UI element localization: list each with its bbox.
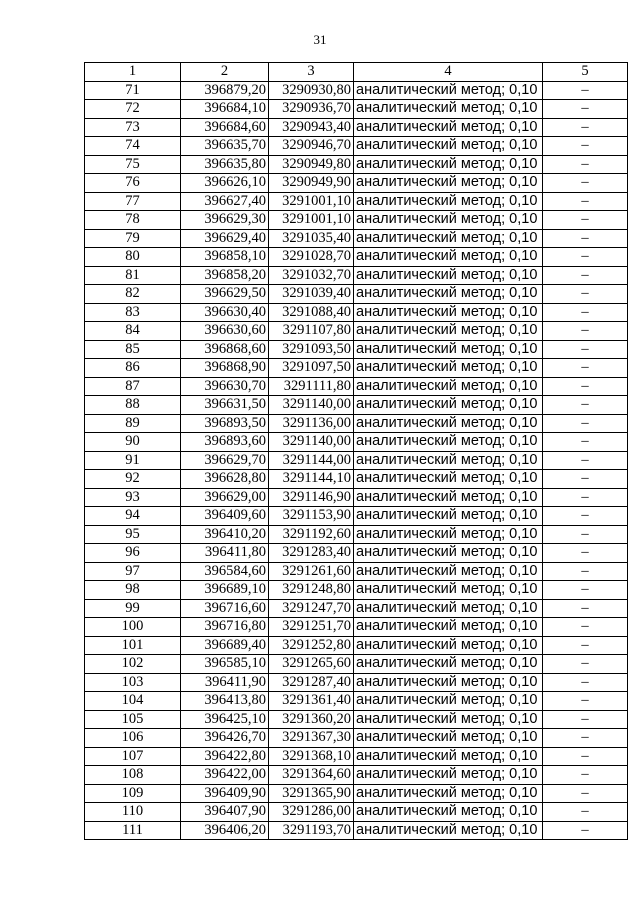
method-cell: аналитический метод; 0,10: [354, 784, 543, 803]
note-cell: –: [543, 784, 628, 803]
point-number-cell: 75: [85, 155, 181, 174]
method-cell: аналитический метод; 0,10: [354, 155, 543, 174]
x-coordinate-cell: 396425,10: [181, 710, 269, 729]
note-cell: –: [543, 396, 628, 415]
x-coordinate-cell: 396629,70: [181, 451, 269, 470]
x-coordinate-cell: 396716,80: [181, 618, 269, 637]
note-cell: –: [543, 303, 628, 322]
y-coordinate-cell: 3291097,50: [269, 359, 354, 378]
point-number-cell: 103: [85, 673, 181, 692]
method-cell: аналитический метод; 0,10: [354, 470, 543, 489]
y-coordinate-cell: 3291146,90: [269, 488, 354, 507]
y-coordinate-cell: 3291286,00: [269, 803, 354, 822]
table-row: [85, 507, 628, 526]
y-coordinate-cell: 3291039,40: [269, 285, 354, 304]
y-coordinate-cell: 3291247,70: [269, 599, 354, 618]
y-coordinate-cell: 3291367,30: [269, 729, 354, 748]
table-body: [85, 81, 628, 840]
point-number-cell: 86: [85, 359, 181, 378]
method-cell: аналитический метод; 0,10: [354, 581, 543, 600]
table-row: [85, 803, 628, 822]
point-number-cell: 76: [85, 174, 181, 193]
point-number-cell: 93: [85, 488, 181, 507]
y-coordinate-cell: 3291368,10: [269, 747, 354, 766]
y-coordinate-cell: 3291365,90: [269, 784, 354, 803]
method-cell: аналитический метод; 0,10: [354, 100, 543, 119]
note-cell: –: [543, 229, 628, 248]
y-coordinate-cell: 3291088,40: [269, 303, 354, 322]
point-number-cell: 89: [85, 414, 181, 433]
column-header: 2: [181, 63, 269, 82]
note-cell: –: [543, 803, 628, 822]
point-number-cell: 87: [85, 377, 181, 396]
note-cell: –: [543, 470, 628, 489]
note-cell: –: [543, 692, 628, 711]
method-cell: аналитический метод; 0,10: [354, 340, 543, 359]
point-number-cell: 109: [85, 784, 181, 803]
table-row: [85, 414, 628, 433]
point-number-cell: 84: [85, 322, 181, 341]
y-coordinate-cell: 3291144,00: [269, 451, 354, 470]
method-cell: аналитический метод; 0,10: [354, 211, 543, 230]
method-cell: аналитический метод; 0,10: [354, 747, 543, 766]
method-cell: аналитический метод; 0,10: [354, 562, 543, 581]
note-cell: –: [543, 155, 628, 174]
point-number-cell: 91: [85, 451, 181, 470]
x-coordinate-cell: 396627,40: [181, 192, 269, 211]
x-coordinate-cell: 396635,80: [181, 155, 269, 174]
y-coordinate-cell: 3291001,10: [269, 192, 354, 211]
point-number-cell: 74: [85, 137, 181, 156]
point-number-cell: 71: [85, 81, 181, 100]
table-row: [85, 229, 628, 248]
y-coordinate-cell: 3291140,00: [269, 433, 354, 452]
y-coordinate-cell: 3291364,60: [269, 766, 354, 785]
table-row: [85, 303, 628, 322]
table-row: [85, 488, 628, 507]
method-cell: аналитический метод; 0,10: [354, 618, 543, 637]
method-cell: аналитический метод; 0,10: [354, 414, 543, 433]
method-cell: аналитический метод; 0,10: [354, 248, 543, 267]
table-row: [85, 618, 628, 637]
note-cell: –: [543, 710, 628, 729]
note-cell: –: [543, 525, 628, 544]
table-row: [85, 174, 628, 193]
point-number-cell: 98: [85, 581, 181, 600]
method-cell: аналитический метод; 0,10: [354, 396, 543, 415]
x-coordinate-cell: 396629,40: [181, 229, 269, 248]
note-cell: –: [543, 618, 628, 637]
method-cell: аналитический метод; 0,10: [354, 81, 543, 100]
table-row: [85, 359, 628, 378]
y-coordinate-cell: 3290930,80: [269, 81, 354, 100]
point-number-cell: 72: [85, 100, 181, 119]
y-coordinate-cell: 3291192,60: [269, 525, 354, 544]
table-row: [85, 673, 628, 692]
y-coordinate-cell: 3291035,40: [269, 229, 354, 248]
note-cell: –: [543, 433, 628, 452]
point-number-cell: 102: [85, 655, 181, 674]
point-number-cell: 90: [85, 433, 181, 452]
note-cell: –: [543, 100, 628, 119]
x-coordinate-cell: 396689,10: [181, 581, 269, 600]
table-row: [85, 211, 628, 230]
x-coordinate-cell: 396426,70: [181, 729, 269, 748]
table-row: [85, 137, 628, 156]
y-coordinate-cell: 3291265,60: [269, 655, 354, 674]
method-cell: аналитический метод; 0,10: [354, 451, 543, 470]
point-number-cell: 107: [85, 747, 181, 766]
point-number-cell: 79: [85, 229, 181, 248]
note-cell: –: [543, 636, 628, 655]
point-number-cell: 82: [85, 285, 181, 304]
y-coordinate-cell: 3291001,10: [269, 211, 354, 230]
method-cell: аналитический метод; 0,10: [354, 118, 543, 137]
point-number-cell: 104: [85, 692, 181, 711]
table-row: [85, 562, 628, 581]
x-coordinate-cell: 396411,80: [181, 544, 269, 563]
note-cell: –: [543, 118, 628, 137]
y-coordinate-cell: 3290936,70: [269, 100, 354, 119]
method-cell: аналитический метод; 0,10: [354, 285, 543, 304]
method-cell: аналитический метод; 0,10: [354, 710, 543, 729]
table-row: [85, 322, 628, 341]
coordinates-table: [84, 62, 628, 840]
y-coordinate-cell: 3291028,70: [269, 248, 354, 267]
y-coordinate-cell: 3291107,80: [269, 322, 354, 341]
note-cell: –: [543, 285, 628, 304]
note-cell: –: [543, 322, 628, 341]
method-cell: аналитический метод; 0,10: [354, 803, 543, 822]
method-cell: аналитический метод; 0,10: [354, 525, 543, 544]
method-cell: аналитический метод; 0,10: [354, 729, 543, 748]
x-coordinate-cell: 396858,20: [181, 266, 269, 285]
x-coordinate-cell: 396407,90: [181, 803, 269, 822]
y-coordinate-cell: 3291153,90: [269, 507, 354, 526]
x-coordinate-cell: 396630,40: [181, 303, 269, 322]
table-row: [85, 821, 628, 840]
method-cell: аналитический метод; 0,10: [354, 229, 543, 248]
method-cell: аналитический метод; 0,10: [354, 692, 543, 711]
point-number-cell: 106: [85, 729, 181, 748]
table-row: [85, 599, 628, 618]
column-header: 1: [85, 63, 181, 82]
point-number-cell: 110: [85, 803, 181, 822]
table-row: [85, 81, 628, 100]
method-cell: аналитический метод; 0,10: [354, 174, 543, 193]
method-cell: аналитический метод; 0,10: [354, 488, 543, 507]
column-header: 3: [269, 63, 354, 82]
x-coordinate-cell: 396631,50: [181, 396, 269, 415]
point-number-cell: 96: [85, 544, 181, 563]
column-header: 5: [543, 63, 628, 82]
point-number-cell: 108: [85, 766, 181, 785]
x-coordinate-cell: 396684,10: [181, 100, 269, 119]
table-row: [85, 655, 628, 674]
y-coordinate-cell: 3291361,40: [269, 692, 354, 711]
method-cell: аналитический метод; 0,10: [354, 192, 543, 211]
x-coordinate-cell: 396629,30: [181, 211, 269, 230]
note-cell: –: [543, 766, 628, 785]
y-coordinate-cell: 3291193,70: [269, 821, 354, 840]
method-cell: аналитический метод; 0,10: [354, 303, 543, 322]
y-coordinate-cell: 3291251,70: [269, 618, 354, 637]
table-row: [85, 118, 628, 137]
table-row: [85, 377, 628, 396]
method-cell: аналитический метод; 0,10: [354, 266, 543, 285]
note-cell: –: [543, 507, 628, 526]
note-cell: –: [543, 359, 628, 378]
point-number-cell: 88: [85, 396, 181, 415]
x-coordinate-cell: 396629,50: [181, 285, 269, 304]
x-coordinate-cell: 396630,70: [181, 377, 269, 396]
y-coordinate-cell: 3291093,50: [269, 340, 354, 359]
y-coordinate-cell: 3291140,00: [269, 396, 354, 415]
method-cell: аналитический метод; 0,10: [354, 137, 543, 156]
table-row: [85, 100, 628, 119]
table-row: [85, 266, 628, 285]
point-number-cell: 99: [85, 599, 181, 618]
point-number-cell: 73: [85, 118, 181, 137]
note-cell: –: [543, 340, 628, 359]
method-cell: аналитический метод; 0,10: [354, 821, 543, 840]
table-row: [85, 451, 628, 470]
method-cell: аналитический метод; 0,10: [354, 377, 543, 396]
point-number-cell: 83: [85, 303, 181, 322]
table-row: [85, 525, 628, 544]
note-cell: –: [543, 174, 628, 193]
x-coordinate-cell: 396893,60: [181, 433, 269, 452]
y-coordinate-cell: 3290946,70: [269, 137, 354, 156]
note-cell: –: [543, 192, 628, 211]
x-coordinate-cell: 396409,90: [181, 784, 269, 803]
note-cell: –: [543, 562, 628, 581]
note-cell: –: [543, 747, 628, 766]
x-coordinate-cell: 396406,20: [181, 821, 269, 840]
point-number-cell: 78: [85, 211, 181, 230]
point-number-cell: 101: [85, 636, 181, 655]
table-row: [85, 692, 628, 711]
table-row: [85, 192, 628, 211]
x-coordinate-cell: 396413,80: [181, 692, 269, 711]
note-cell: –: [543, 266, 628, 285]
x-coordinate-cell: 396716,60: [181, 599, 269, 618]
x-coordinate-cell: 396689,40: [181, 636, 269, 655]
table-row: [85, 285, 628, 304]
y-coordinate-cell: 3291032,70: [269, 266, 354, 285]
table-row: [85, 470, 628, 489]
y-coordinate-cell: 3291261,60: [269, 562, 354, 581]
note-cell: –: [543, 81, 628, 100]
note-cell: –: [543, 821, 628, 840]
table-row: [85, 396, 628, 415]
y-coordinate-cell: 3290943,40: [269, 118, 354, 137]
table-row: [85, 581, 628, 600]
x-coordinate-cell: 396585,10: [181, 655, 269, 674]
method-cell: аналитический метод; 0,10: [354, 544, 543, 563]
page-number: 31: [313, 32, 327, 47]
point-number-cell: 97: [85, 562, 181, 581]
table-row: [85, 747, 628, 766]
x-coordinate-cell: 396893,50: [181, 414, 269, 433]
note-cell: –: [543, 248, 628, 267]
point-number-cell: 94: [85, 507, 181, 526]
x-coordinate-cell: 396629,00: [181, 488, 269, 507]
point-number-cell: 105: [85, 710, 181, 729]
note-cell: –: [543, 729, 628, 748]
table-row: [85, 784, 628, 803]
x-coordinate-cell: 396409,60: [181, 507, 269, 526]
method-cell: аналитический метод; 0,10: [354, 766, 543, 785]
note-cell: –: [543, 581, 628, 600]
point-number-cell: 80: [85, 248, 181, 267]
x-coordinate-cell: 396858,10: [181, 248, 269, 267]
column-header: 4: [354, 63, 543, 82]
table-row: [85, 155, 628, 174]
point-number-cell: 85: [85, 340, 181, 359]
point-number-cell: 77: [85, 192, 181, 211]
note-cell: –: [543, 211, 628, 230]
method-cell: аналитический метод; 0,10: [354, 673, 543, 692]
y-coordinate-cell: 3291144,10: [269, 470, 354, 489]
table-header-row: [85, 63, 628, 82]
table-row: [85, 433, 628, 452]
y-coordinate-cell: 3291136,00: [269, 414, 354, 433]
note-cell: –: [543, 137, 628, 156]
x-coordinate-cell: 396879,20: [181, 81, 269, 100]
method-cell: аналитический метод; 0,10: [354, 359, 543, 378]
table-row: [85, 340, 628, 359]
point-number-cell: 95: [85, 525, 181, 544]
y-coordinate-cell: 3290949,80: [269, 155, 354, 174]
x-coordinate-cell: 396410,20: [181, 525, 269, 544]
x-coordinate-cell: 396868,60: [181, 340, 269, 359]
y-coordinate-cell: 3291283,40: [269, 544, 354, 563]
method-cell: аналитический метод; 0,10: [354, 433, 543, 452]
method-cell: аналитический метод; 0,10: [354, 322, 543, 341]
x-coordinate-cell: 396684,60: [181, 118, 269, 137]
x-coordinate-cell: 396422,80: [181, 747, 269, 766]
method-cell: аналитический метод; 0,10: [354, 507, 543, 526]
note-cell: –: [543, 488, 628, 507]
note-cell: –: [543, 599, 628, 618]
note-cell: –: [543, 451, 628, 470]
x-coordinate-cell: 396630,60: [181, 322, 269, 341]
note-cell: –: [543, 655, 628, 674]
note-cell: –: [543, 377, 628, 396]
method-cell: аналитический метод; 0,10: [354, 636, 543, 655]
y-coordinate-cell: 3291252,80: [269, 636, 354, 655]
x-coordinate-cell: 396868,90: [181, 359, 269, 378]
y-coordinate-cell: 3291360,20: [269, 710, 354, 729]
y-coordinate-cell: 3290949,90: [269, 174, 354, 193]
note-cell: –: [543, 673, 628, 692]
table-row: [85, 248, 628, 267]
y-coordinate-cell: 3291287,40: [269, 673, 354, 692]
table-row: [85, 544, 628, 563]
y-coordinate-cell: 3291111,80: [269, 377, 354, 396]
x-coordinate-cell: 396626,10: [181, 174, 269, 193]
point-number-cell: 111: [85, 821, 181, 840]
point-number-cell: 100: [85, 618, 181, 637]
point-number-cell: 92: [85, 470, 181, 489]
x-coordinate-cell: 396411,90: [181, 673, 269, 692]
method-cell: аналитический метод; 0,10: [354, 655, 543, 674]
table-row: [85, 636, 628, 655]
table-row: [85, 766, 628, 785]
table-row: [85, 729, 628, 748]
method-cell: аналитический метод; 0,10: [354, 599, 543, 618]
note-cell: –: [543, 544, 628, 563]
y-coordinate-cell: 3291248,80: [269, 581, 354, 600]
x-coordinate-cell: 396422,00: [181, 766, 269, 785]
x-coordinate-cell: 396635,70: [181, 137, 269, 156]
x-coordinate-cell: 396628,80: [181, 470, 269, 489]
point-number-cell: 81: [85, 266, 181, 285]
x-coordinate-cell: 396584,60: [181, 562, 269, 581]
table-row: [85, 710, 628, 729]
note-cell: –: [543, 414, 628, 433]
